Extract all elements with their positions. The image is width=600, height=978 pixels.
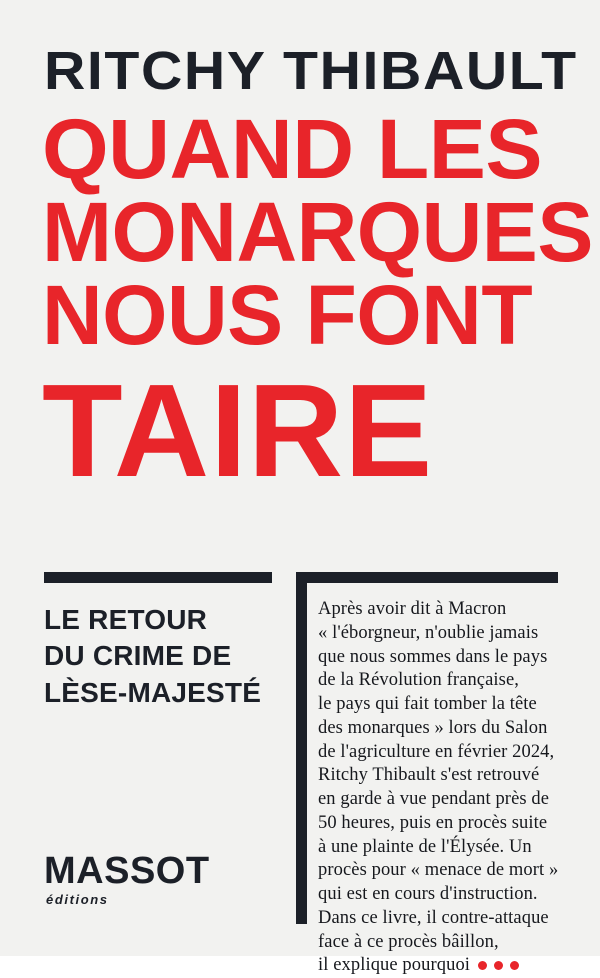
blurb-line: à une plainte de l'Élysée. Un (318, 836, 532, 857)
title-line-1: QUAND LES (42, 102, 543, 196)
blurb-line: « l'éborgneur, n'oublie jamais (318, 622, 539, 643)
author-name: RITCHY THIBAULT (44, 41, 578, 101)
divider-left (44, 572, 272, 583)
blurb-line: procès pour « menace de mort » (318, 860, 559, 881)
blurb-line: en garde à vue pendant près de (318, 789, 550, 810)
blurb-line: de la Révolution française, (318, 670, 519, 691)
title-line-2: MONARQUES (42, 185, 593, 280)
blurb-line: le pays qui fait tomber la tête (318, 694, 537, 715)
blurb-line: face à ce procès bâillon, (318, 931, 499, 952)
blurb-last-line (318, 954, 564, 978)
ellipsis-dots-icon (478, 954, 519, 978)
subtitle-line-3: LÈSE-MAJESTÉ (44, 676, 262, 708)
book-subtitle (44, 602, 282, 711)
blurb-line: de l'agriculture en février 2024, (318, 741, 555, 762)
back-cover-blurb (318, 598, 564, 978)
divider-right-top (296, 572, 558, 583)
blurb-line: Dans ce livre, il contre-attaque (318, 907, 549, 928)
blurb-line: 50 heures, puis en procès suite (318, 812, 548, 833)
divider-right-vertical (296, 572, 307, 924)
book-title (42, 102, 593, 505)
publisher-name: MASSOT (44, 850, 210, 892)
blurb-line: il explique pourquoi (318, 955, 471, 976)
blurb-line: Ritchy Thibault s'est retrouvé (318, 765, 540, 786)
blurb-line: des monarques » lors du Salon (318, 717, 548, 738)
title-line-3: NOUS FONT (42, 268, 533, 363)
blurb-line: Après avoir dit à Macron (318, 599, 507, 619)
blurb-line: qui est en cours d'instruction. (318, 884, 538, 905)
title-line-4: TAIRE (42, 357, 434, 505)
publisher-subtitle: éditions (46, 892, 109, 907)
blurb-line: que nous sommes dans le pays (318, 646, 548, 667)
subtitle-line-2: DU CRIME DE (44, 640, 232, 672)
subtitle-line-1: LE RETOUR (44, 604, 208, 635)
